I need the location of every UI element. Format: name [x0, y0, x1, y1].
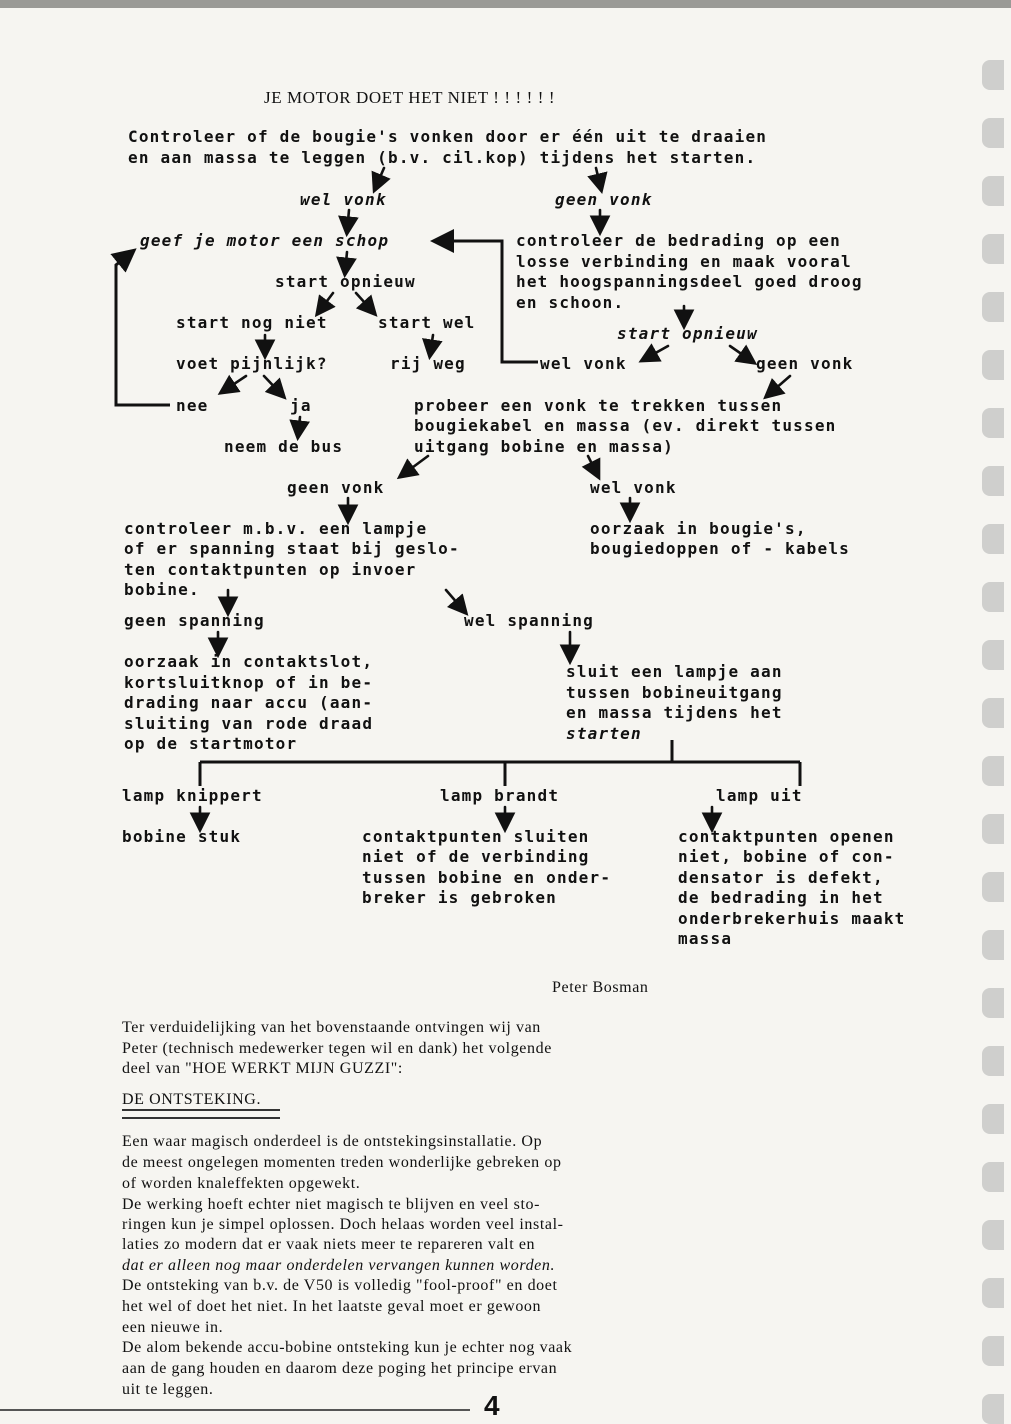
node-lamp-knippert: lamp knippert — [122, 786, 263, 805]
node-oorzaak-bougie-1: oorzaak in bougie's, — [590, 519, 807, 538]
node-sluit-lampje-1: sluit een lampje aan — [566, 662, 783, 681]
body-line-8: De ontsteking van b.v. de V50 is volledig "fool-proof" en doet — [122, 1277, 558, 1294]
node-geen-spanning: geen spanning — [124, 611, 265, 630]
body-line-13: uit te leggen. — [122, 1381, 214, 1398]
node-controleer-bedrading-1: controleer de bedrading op een — [516, 231, 841, 250]
node-controleer-bedrading-3: het hoogspanningsdeel goed droog — [516, 272, 863, 291]
body-line-9: het wel of doet het niet. In het laatste geval moet er gewoon — [122, 1298, 542, 1315]
arrow-to-start-wel — [356, 293, 374, 313]
section-heading: DE ONTSTEKING. — [122, 1091, 262, 1108]
node-contaktpunten-openen-6: massa — [678, 929, 733, 948]
arrow-to-wel-vonk-2 — [643, 346, 668, 360]
node-oorzaak-contaktslot-2: kortsluitknop of in be- — [124, 673, 374, 692]
author: Peter Bosman — [552, 979, 649, 996]
arrow-to-nee — [222, 376, 246, 392]
branch-lamp-results — [200, 740, 800, 786]
arrow-to-ja — [264, 376, 283, 396]
arrow-to-rij-weg — [430, 335, 433, 355]
node-contaktpunten-sluiten-3: tussen bobine en onder- — [362, 868, 612, 887]
arrow-to-probeer-vonk — [767, 376, 790, 396]
node-wel-spanning: wel spanning — [464, 611, 594, 630]
node-geen-vonk-3: geen vonk — [287, 478, 385, 497]
arrow-to-wel-spanning — [446, 590, 465, 612]
body-line-2: de meest ongelegen momenten treden wonderlijke gebreken op — [122, 1154, 562, 1171]
arrow-to-start-opnieuw — [345, 252, 347, 273]
node-oorzaak-contaktslot-5: op de startmotor — [124, 734, 298, 753]
node-controleer-bedrading-2: losse verbinding en maak vooral — [516, 252, 852, 271]
intro-line-2: en aan massa te leggen (b.v. cil.kop) tijdens het starten. — [128, 148, 757, 167]
arrow-to-start-nog-niet — [318, 293, 333, 313]
node-probeer-vonk-2: bougiekabel en massa (ev. direkt tussen — [414, 416, 837, 435]
node-contaktpunten-sluiten-4: breker is gebroken — [362, 888, 557, 907]
node-oorzaak-bougie-2: bougiedoppen of - kabels — [590, 539, 850, 558]
node-voet-pijnlijk: voet pijnlijk? — [176, 354, 328, 373]
node-geen-vonk-2: geen vonk — [756, 354, 854, 373]
explanation-line-3: deel van "HOE WERKT MIJN GUZZI": — [122, 1060, 403, 1077]
arrow-to-wel-vonk — [375, 168, 384, 189]
loop-wel-vonk-to-geef-schop — [436, 241, 538, 362]
explanation-line-1: Ter verduidelijking van het bovenstaande ontvingen wij van — [122, 1019, 541, 1036]
node-lamp-uit: lamp uit — [716, 786, 803, 805]
node-ja: ja — [290, 396, 312, 415]
node-contaktpunten-openen-3: densator is defekt, — [678, 868, 884, 887]
node-contaktpunten-openen-5: onderbrekerhuis maakt — [678, 909, 906, 928]
node-wel-vonk-2: wel vonk — [540, 354, 627, 373]
loop-nee-to-geef-schop — [116, 252, 170, 405]
node-oorzaak-contaktslot-1: oorzaak in contaktslot, — [124, 652, 374, 671]
body-line-1: Een waar magisch onderdeel is de ontstekingsinstallatie. Op — [122, 1133, 543, 1150]
arrow-to-geen-vonk — [596, 168, 601, 189]
body-line-12: aan de gang houden en daarom deze poging het principe ervan — [122, 1360, 558, 1377]
node-start-wel: start wel — [378, 313, 476, 332]
node-lamp-brandt: lamp brandt — [440, 786, 560, 805]
node-contaktpunten-sluiten-2: niet of de verbinding — [362, 847, 590, 866]
node-geen-vonk: geen vonk — [555, 190, 653, 209]
arrow-to-wel-vonk-3 — [588, 456, 598, 476]
body-line-11: De alom bekende accu-bobine ontsteking kun je echter nog vaak — [122, 1339, 573, 1356]
arrow-to-neem-bus — [298, 417, 300, 436]
body-line-5: ringen kun je simpel oplossen. Doch helaas worden veel instal- — [122, 1216, 564, 1233]
node-neem-bus: neem de bus — [224, 437, 344, 456]
node-controleer-lampje-3: ten contaktpunten op invoer — [124, 560, 417, 579]
node-controleer-lampje-1: controleer m.b.v. een lampje — [124, 519, 428, 538]
node-controleer-bedrading-4: en schoon. — [516, 293, 625, 312]
body-line-10: een nieuwe in. — [122, 1319, 224, 1336]
body-line-3: of worden knaleffekten opgewekt. — [122, 1175, 361, 1192]
node-sluit-lampje-4: starten — [566, 724, 642, 743]
node-probeer-vonk-3: uitgang bobine en massa) — [414, 437, 674, 456]
node-start-opnieuw-2: start opnieuw — [617, 324, 758, 343]
node-start-opnieuw-1: start opnieuw — [275, 272, 416, 291]
node-probeer-vonk-1: probeer een vonk te trekken tussen — [414, 396, 783, 415]
body-line-7: dat er alleen nog maar onderdelen vervangen kunnen worden. — [122, 1257, 556, 1274]
node-contaktpunten-openen-1: contaktpunten openen — [678, 827, 895, 846]
connector-lines — [116, 241, 800, 786]
arrow-to-geen-vonk-3 — [401, 456, 428, 476]
node-bobine-stuk: bobine stuk — [122, 827, 242, 846]
explanation-line-2: Peter (technisch medewerker tegen wil en dank) het volgende — [122, 1040, 552, 1057]
node-contaktpunten-openen-4: de bedrading in het — [678, 888, 884, 907]
node-geef-schop: geef je motor een schop — [140, 231, 390, 250]
node-sluit-lampje-2: tussen bobineuitgang — [566, 683, 783, 702]
node-wel-vonk: wel vonk — [300, 190, 387, 209]
node-start-nog-niet: start nog niet — [176, 313, 328, 332]
arrow-to-geen-vonk-2 — [730, 346, 753, 362]
body-line-6: laties zo modern dat er vaak niets meer te repareren valt en — [122, 1236, 536, 1253]
node-sluit-lampje-3: en massa tijdens het — [566, 703, 783, 722]
node-oorzaak-contaktslot-3: drading naar accu (aan- — [124, 693, 374, 712]
node-rij-weg: rij weg — [390, 354, 466, 373]
intro-line-1: Controleer of de bougie's vonken door er één uit te draaien — [128, 127, 768, 146]
node-controleer-lampje-4: bobine. — [124, 580, 200, 599]
node-contaktpunten-openen-2: niet, bobine of con- — [678, 847, 895, 866]
page-number: 4 — [484, 1390, 500, 1421]
node-nee: nee — [176, 396, 209, 415]
node-controleer-lampje-2: of er spanning staat bij geslo- — [124, 539, 460, 558]
node-wel-vonk-3: wel vonk — [590, 478, 677, 497]
arrow-to-geef-schop — [347, 210, 349, 232]
body-line-4: De werking hoeft echter niet magisch te blijven en veel sto- — [122, 1196, 541, 1213]
node-contaktpunten-sluiten-1: contaktpunten sluiten — [362, 827, 590, 846]
page-title: JE MOTOR DOET HET NIET ! ! ! ! ! ! — [264, 88, 556, 107]
node-oorzaak-contaktslot-4: sluiting van rode draad — [124, 714, 374, 733]
